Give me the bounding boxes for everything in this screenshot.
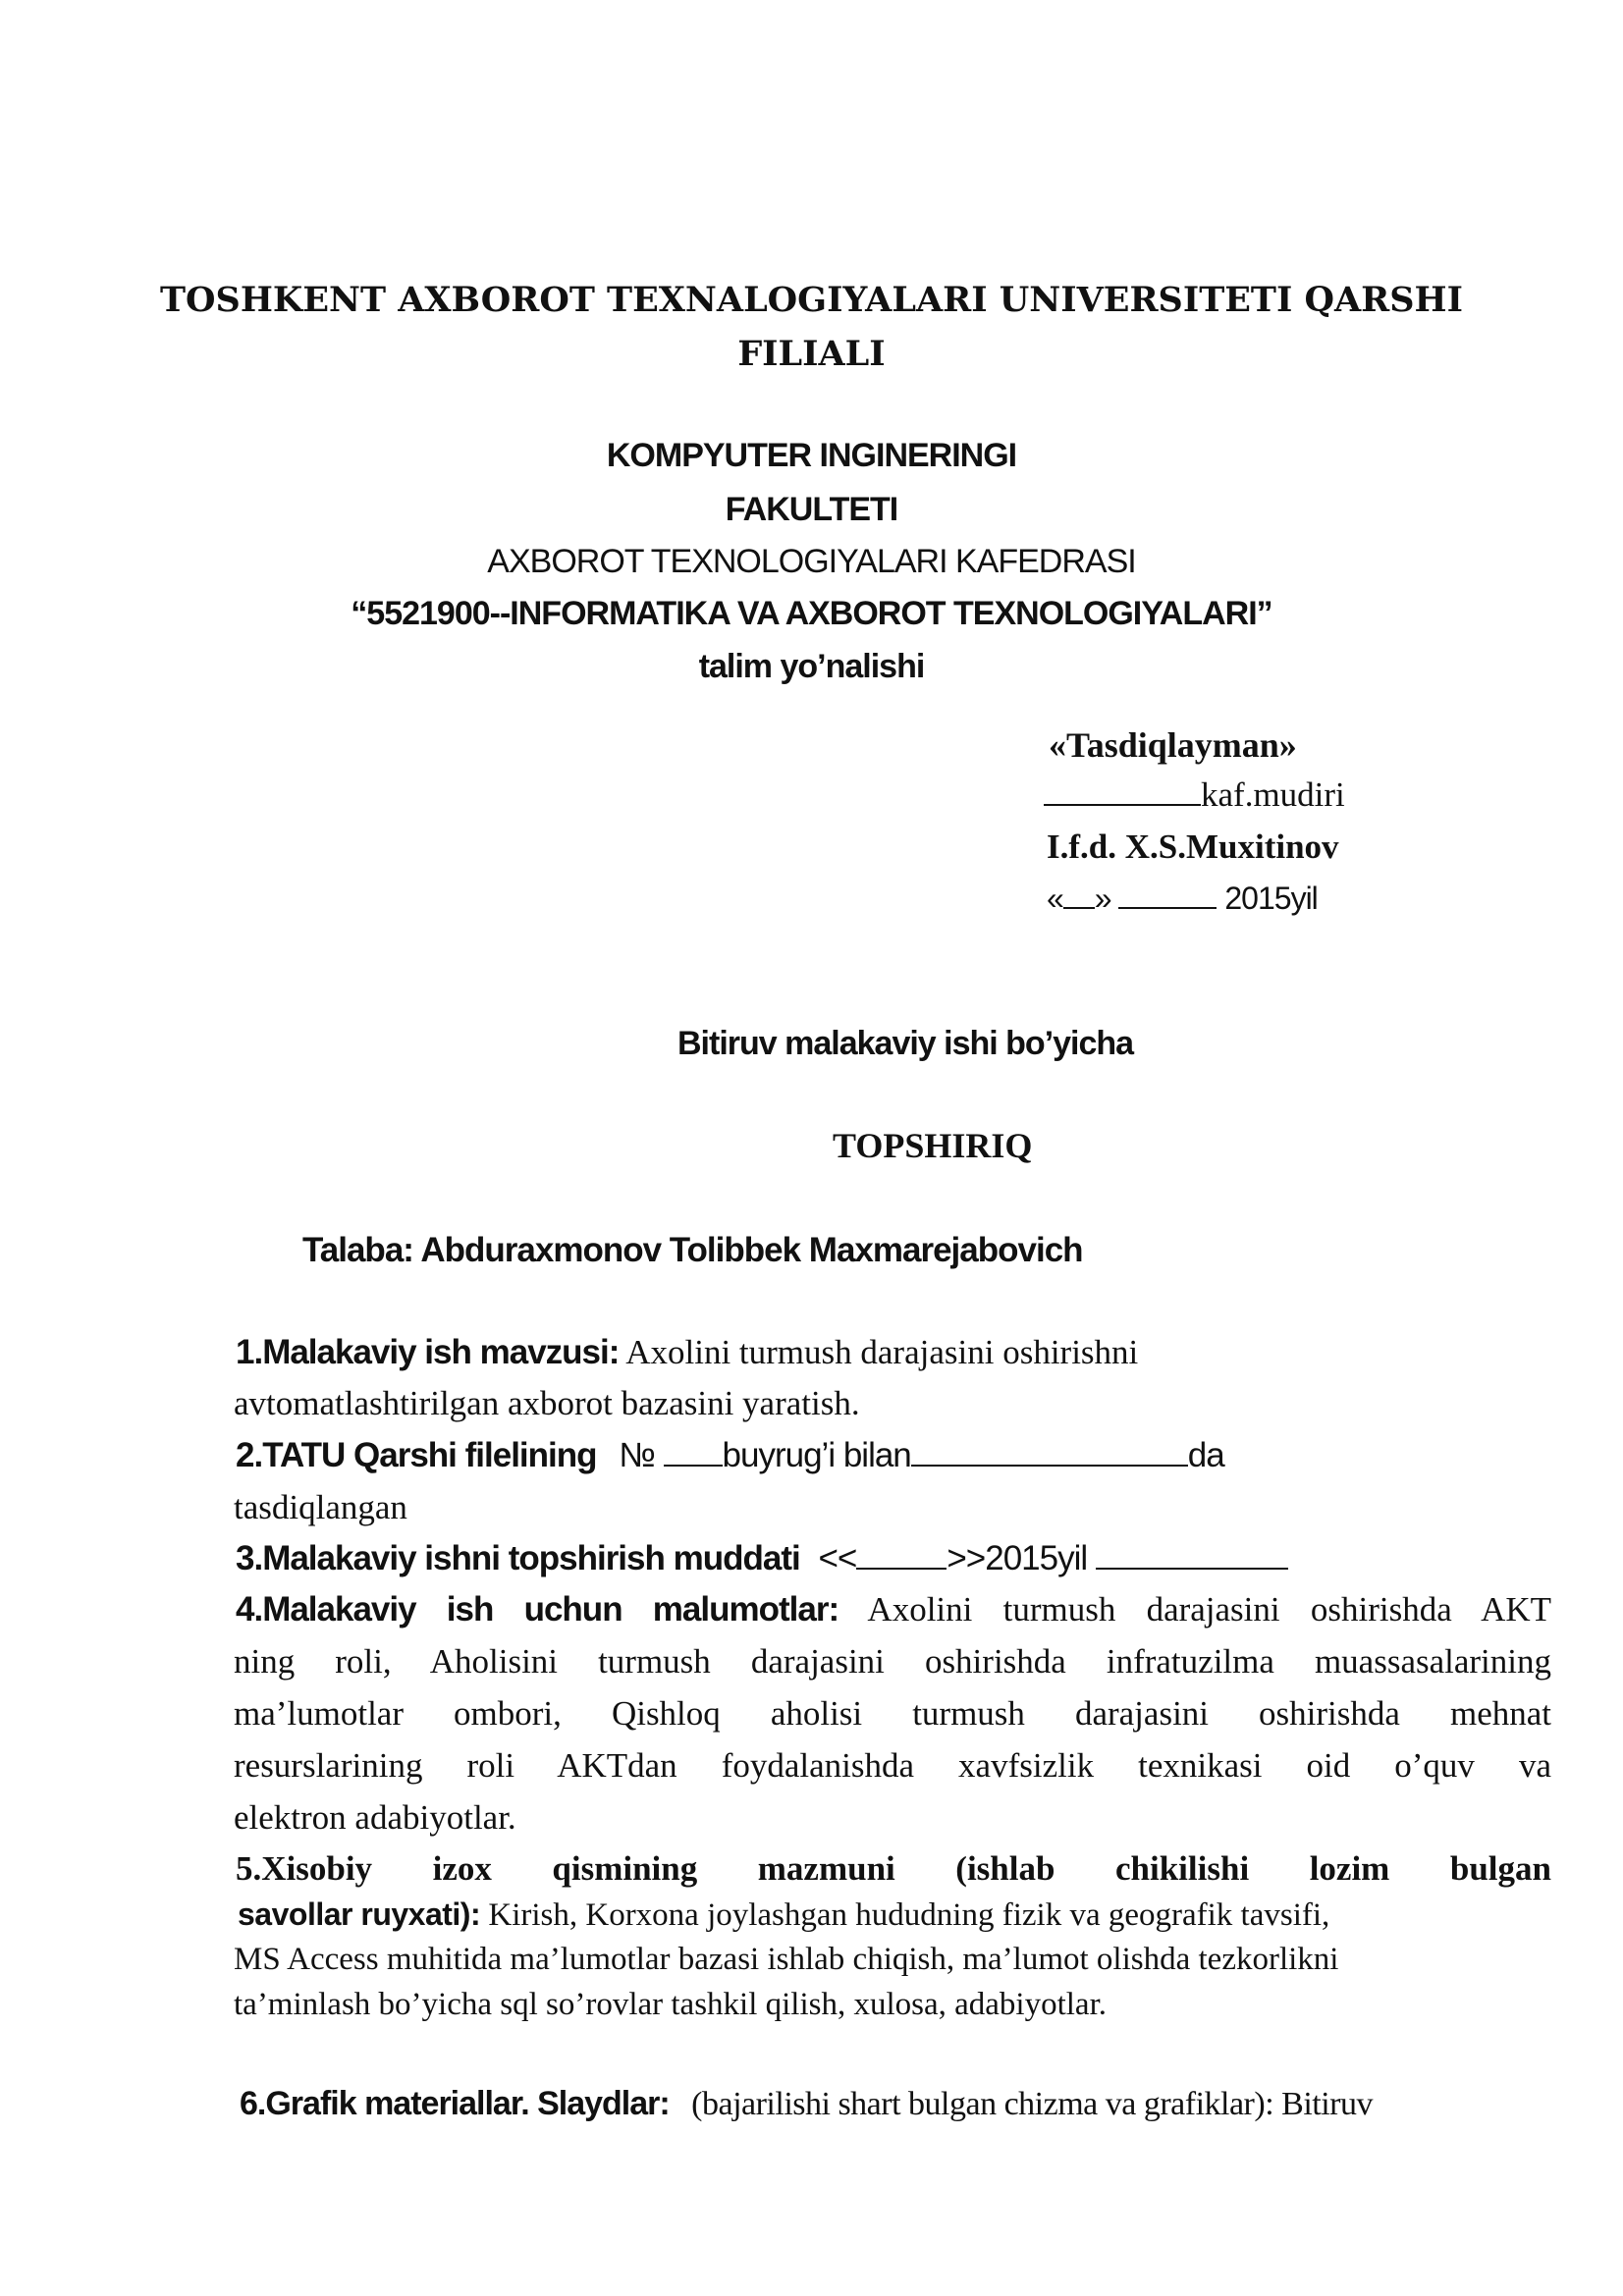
item-6-line1: 6.Grafik materiallar. Slaydlar: (bajarilishi shart bulgan chizma va grafiklar): Bitiruv <box>240 2085 1373 2122</box>
faculty-title-line2: FAKULTETI <box>725 491 898 528</box>
university-title-line2: FILIALI <box>737 334 886 374</box>
program-name: “5521900--INFORMATIKA VA AXBOROT TEXNOLOGIYALARI” <box>351 595 1272 632</box>
item-5-label-line1: 5.Xisobiy izox qismining mazmuni (ishlab chikilishi lozim bulgan <box>236 1849 1551 1888</box>
approval-date: « » 2015yil <box>1047 881 1318 916</box>
item-4-label: 4.Malakaviy ish uchun malumotlar: <box>236 1590 839 1629</box>
item-3-line: 3.Malakaviy ishni topshirish muddati << >>2015yil <box>236 1539 1288 1578</box>
signature-line <box>1044 776 1201 806</box>
faculty-title-line1: KOMPYUTER INGINERINGI <box>606 437 1017 474</box>
item-5-line4: ta’minlash bo’yicha sql so’rovlar tashkil qilish, xulosa, adabiyotlar. <box>234 1987 1108 2022</box>
document-title: TOPSHIRIQ <box>833 1126 1033 1165</box>
item-5-line3: MS Access muhitida ma’lumotlar bazasi ishlab chiqish, ma’lumot olishda tezkorlikni <box>234 1942 1339 1977</box>
approval-role: kaf.mudiri <box>1201 775 1345 814</box>
item-5-line2: savollar ruyxati): Kirish, Korxona joylashgan hududning fizik va geografik tavsifi, <box>238 1896 1330 1933</box>
order-number-blank <box>664 1437 723 1467</box>
day-blank <box>1063 880 1095 909</box>
item-1-line2: avtomatlashtirilgan axborot bazasini yaratish. <box>234 1384 860 1422</box>
department-name: AXBOROT TEXNOLOGIYALARI KAFEDRASI <box>487 543 1136 580</box>
item-1-label: 1.Malakaviy ish mavzusi: <box>236 1333 620 1371</box>
approval-role-line <box>1044 775 1345 815</box>
item-4-line4: resurslarining roli AKTdan foydalanishda xavfsizlik texnikasi oid o’quv va <box>234 1746 1551 1785</box>
item-4-line5: elektron adabiyotlar. <box>234 1798 516 1837</box>
deadline-blank <box>1096 1540 1288 1570</box>
order-date-blank <box>911 1437 1188 1467</box>
deadline-day-blank <box>856 1540 947 1570</box>
student-name: Talaba: Abduraxmonov Tolibbek Maxmarejabovich <box>302 1231 1083 1269</box>
approval-title: «Tasdiqlayman» <box>1049 725 1297 765</box>
item-2-line2: tasdiqlangan <box>234 1488 407 1526</box>
approval-name: I.f.d. X.S.Muxitinov <box>1047 828 1339 866</box>
item-4-line2: ning roli, Aholisini turmush darajasini oshirishda infratuzilma muassasalarining <box>234 1642 1551 1681</box>
item-6-label: 6.Grafik materiallar <box>240 2085 521 2122</box>
item-4-line1: 4.Malakaviy ish uchun malumotlar: Axolini turmush darajasini oshirishda AKT <box>236 1590 1551 1629</box>
item-2-label: 2.TATU Qarshi filelining <box>236 1436 597 1474</box>
item-6-label-b: . Slaydlar: <box>520 2085 670 2122</box>
item-4-line3: ma’lumotlar ombori, Qishloq aholisi turmush darajasini oshirishda mehnat <box>234 1694 1551 1733</box>
subtitle: Bitiruv malakaviy ishi bo’yicha <box>677 1025 1134 1062</box>
item-5-label-line2: savollar ruyxati): <box>238 1896 481 1932</box>
item-3-label: 3.Malakaviy ishni topshirish muddati <box>236 1539 800 1577</box>
item-1-line1: 1.Malakaviy ish mavzusi: Axolini turmush darajasini oshirishni <box>236 1333 1139 1371</box>
item-2-line1: 2.TATU Qarshi filelining № buyrug’i bilan da <box>236 1436 1224 1474</box>
university-title-line1: TOSHKENT AXBOROT TEXNALOGIYALARI UNIVERSITETI QARSHI <box>160 280 1463 320</box>
direction-label: talim yo’nalishi <box>698 648 925 685</box>
month-blank <box>1118 880 1217 909</box>
